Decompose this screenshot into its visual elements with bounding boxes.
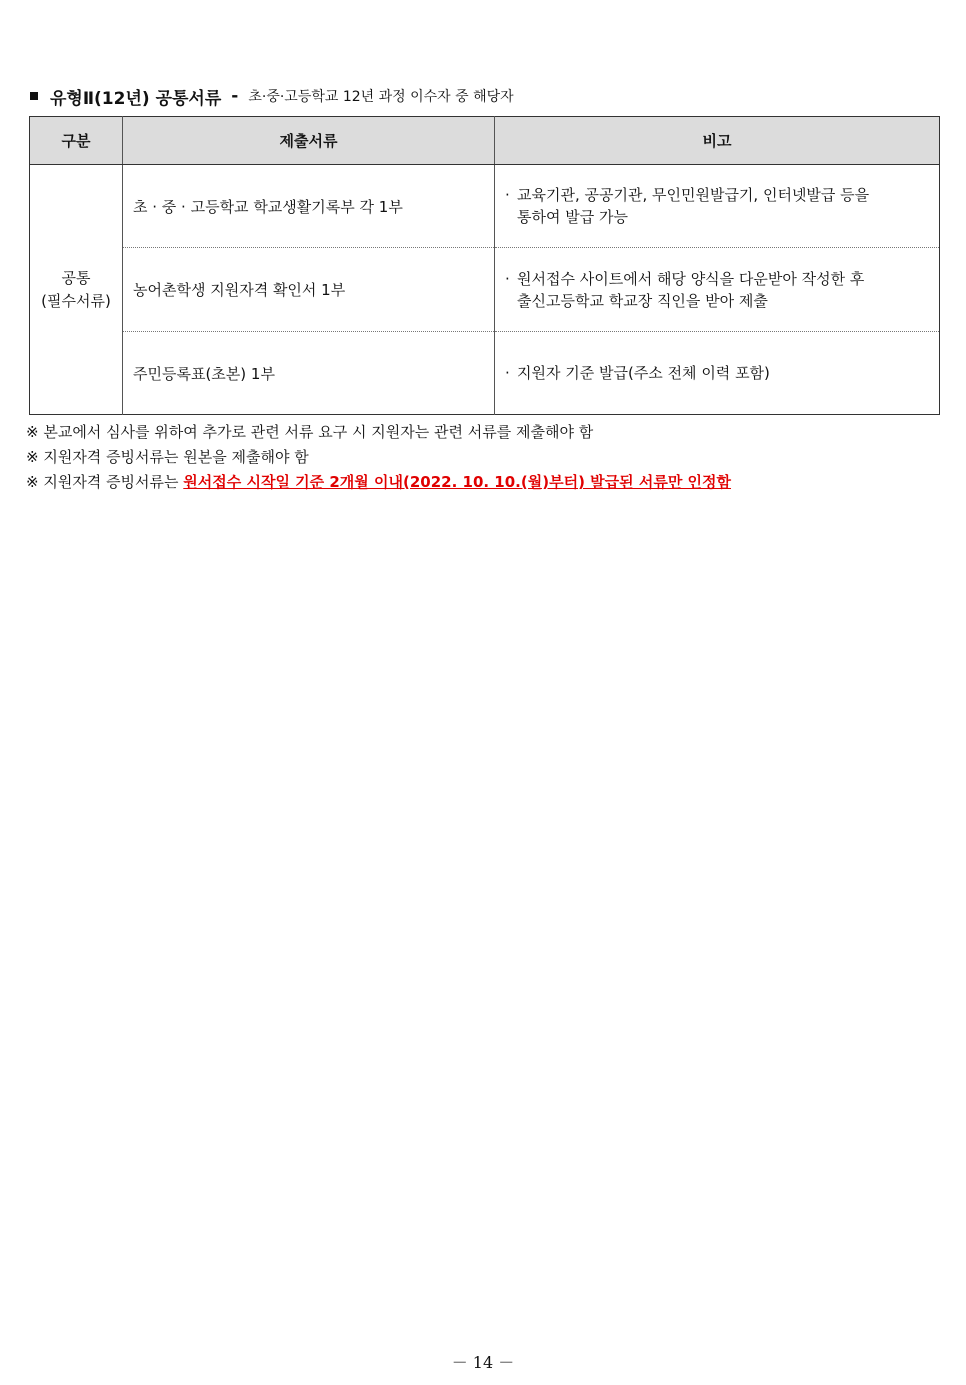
- category-cell: [30, 165, 123, 415]
- table-header-row: [30, 117, 940, 165]
- note-bullet: ·: [505, 269, 510, 288]
- footnote-1: ※ 본교에서 심사를 위하여 추가로 관련 서류 요구 시 지원자는 관련 서류를 제출해야 함: [26, 423, 594, 441]
- note-bullet: ·: [505, 186, 510, 204]
- note-bullet: ·: [505, 364, 510, 382]
- square-bullet-icon: [30, 92, 38, 100]
- note-text-line1: 원서접수 사이트에서 해당 양식을 다운받아 작성한 후: [517, 269, 865, 288]
- document-cell: 초 · 중 · 고등학교 학교생활기록부 각 1부: [123, 165, 495, 248]
- category-sublabel: (필수서류): [41, 291, 111, 310]
- header-category: 구분: [30, 117, 123, 165]
- document-cell: 주민등록표(초본) 1부: [123, 332, 495, 415]
- table-row: [30, 165, 940, 248]
- document-cell: 농어촌학생 지원자격 확인서 1부: [123, 248, 495, 332]
- table-row: [30, 248, 940, 332]
- documents-table: [29, 116, 940, 415]
- note-text-line2: 통하여 발급 가능: [517, 208, 628, 226]
- section-title-main: 유형Ⅱ(12년) 공통서류: [50, 88, 222, 109]
- header-notes: 비고: [495, 117, 940, 165]
- note-text-line1: 교육기관, 공공기관, 무인민원발급기, 인터넷발급 등을: [517, 186, 870, 204]
- section-title-dash: -: [231, 86, 239, 106]
- footnote-3-prefix: ※ 지원자격 증빙서류는: [26, 473, 184, 491]
- footnote-3-highlight: 원서접수 시작일 기준 2개월 이내(2022. 10. 10.(월)부터) 발급된 서류만 인정함: [183, 473, 731, 491]
- note-text-line2: 출신고등학교 학교장 직인을 받아 제출: [517, 291, 768, 310]
- page-number: － 14 －: [451, 1353, 515, 1372]
- table-row: [30, 332, 940, 415]
- footnote-3: [26, 470, 731, 495]
- note-cell: [495, 165, 940, 248]
- note-cell: [495, 248, 940, 332]
- note-text-line1: 지원자 기준 발급(주소 전체 이력 포함): [517, 364, 770, 382]
- section-subtitle: 초·중·고등학교 12년 과정 이수자 중 해당자: [248, 89, 514, 105]
- footnote-2: ※ 지원자격 증빙서류는 원본을 제출해야 함: [26, 448, 309, 466]
- header-documents: 제출서류: [123, 117, 495, 165]
- section-title: [30, 84, 514, 108]
- category-label: 공통: [61, 268, 91, 287]
- note-cell: [495, 332, 940, 415]
- footnotes: [26, 420, 731, 495]
